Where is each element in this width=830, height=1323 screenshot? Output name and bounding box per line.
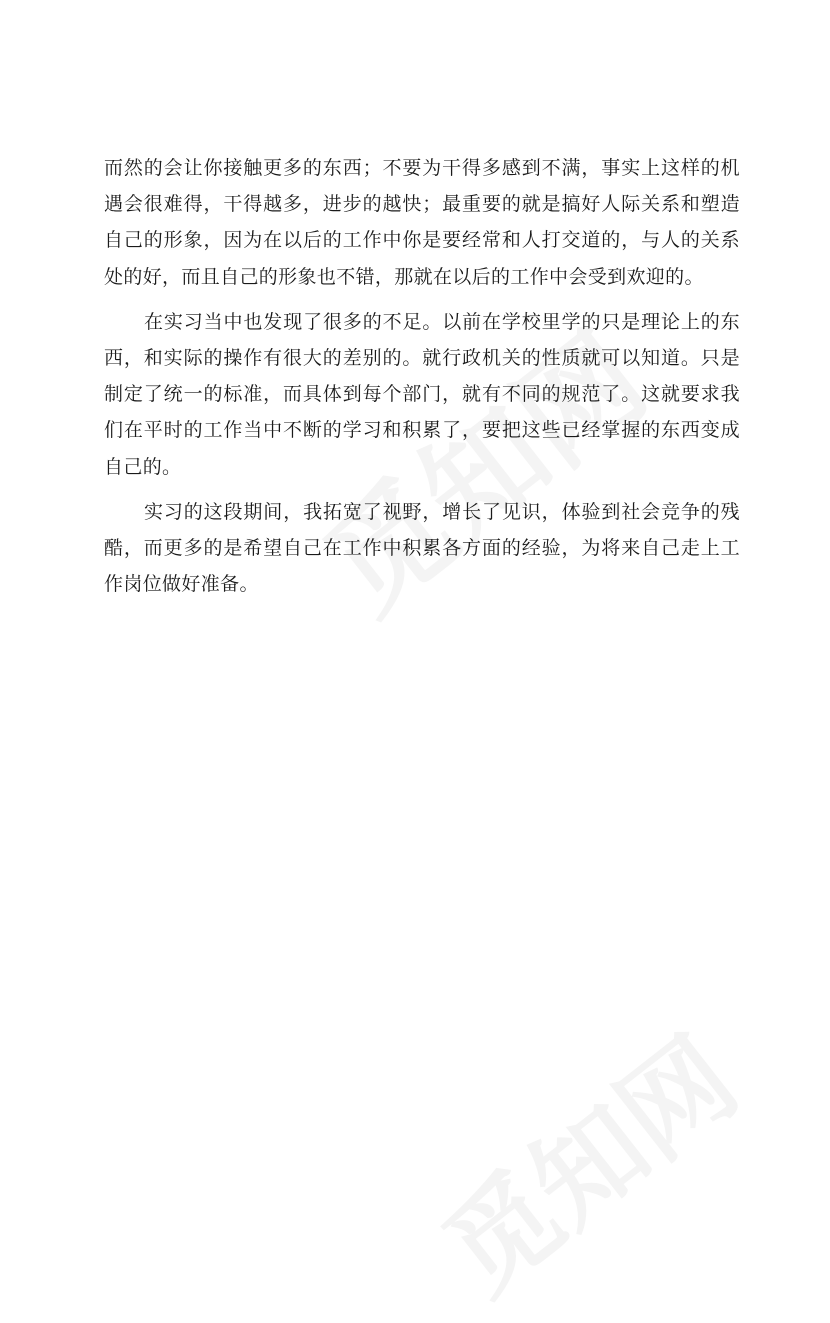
watermark-logo-bottom <box>406 995 763 1323</box>
document-body <box>104 150 740 611</box>
paragraph-conclusion: 实习的这段期间，我拓宽了视野，增长了见识，体验到社会竞争的残酷，而更多的是希望自己在工作中积累各方面的经验，为将来自己走上工作岗位做好准备。 <box>104 500 740 596</box>
paragraph-continuation: 而然的会让你接触更多的东西；不要为干得多感到不满，事实上这样的机遇会很难得，干得越多，进步的越快；最重要的就是搞好人际关系和塑造自己的形象，因为在以后的工作中你是要经常和人打交道的，与人的关系处的好，而且自己的形象也不错，那就在以后的工作中会受到欢迎的。 <box>104 157 740 288</box>
paragraph-shortcomings: 在实习当中也发现了很多的不足。以前在学校里学的只是理论上的东西，和实际的操作有很大的差别的。就行政机关的性质就可以知道。只是制定了统一的标准，而具体到每个部门，就有不同的规范了。这就要求我们在平时的工作当中不断的学习和积累了，要把这些已经掌握的东西变成自己的。 <box>104 310 740 478</box>
